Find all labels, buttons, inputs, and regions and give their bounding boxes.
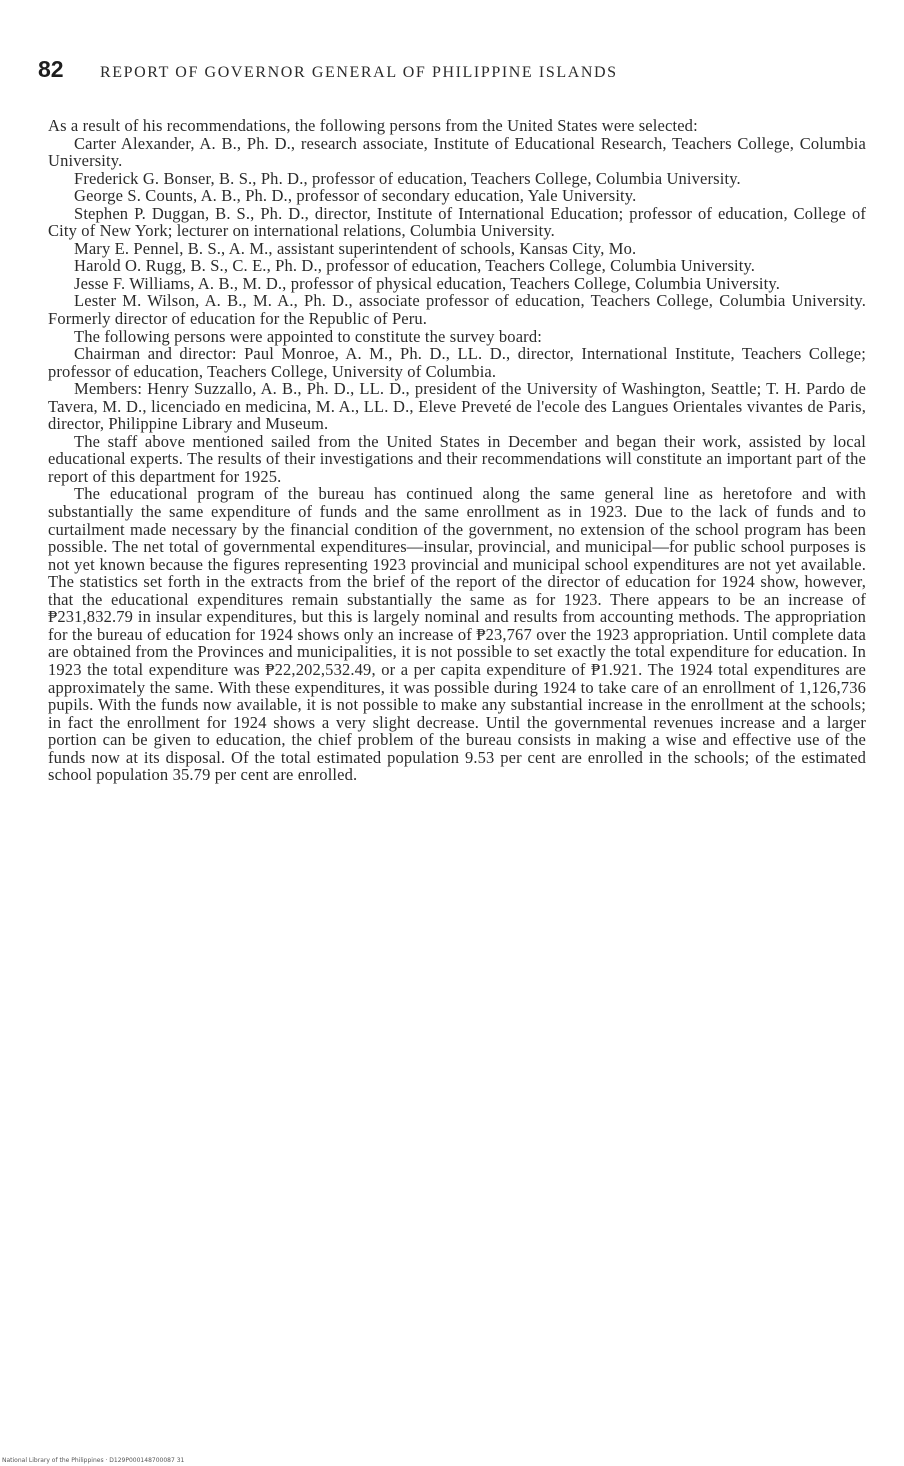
archive-stamp: National Library of the Philippines · D129P000148700087 31	[2, 1457, 185, 1464]
paragraph-duggan: Stephen P. Duggan, B. S., Ph. D., director, Institute of International Education; professor of education, College of City of New York; lecturer on international relations, Columbia University.	[48, 203, 866, 241]
paragraph-educational-program: The educational program of the bureau has continued along the same general line as heretofore and with substantially the same expenditure of funds and the same enrollment as in 1923. Due to the lack of funds and to curtailment made necessary by the financial condition of the government, no extension of the school program has been possible. The net total of governmental expenditures—insular, provincial, and municipal—for public school purposes is not yet known because the figures representing 1923 provincial and municipal school expenditures are not yet available. The statistics set forth in the extracts from the brief of the report of the director of education for 1924 show, however, that the educational expenditures remain substantially the same as for 1923. There appears to be an increase of ₱231,832.79 in insular expenditures, but this is largely nominal and results from accounting methods. The appropriation for the bureau of education for 1924 shows only an increase of ₱23,767 over the 1923 appropriation. Until complete data are obtained from the Provinces and municipalities, it is not possible to set exactly the total expenditure for education. In 1923 the total expenditure was ₱22,202,532.49, or a per capita expenditure of ₱1.921. The 1924 total expenditures are approximately the same. With these expenditures, it was possible during 1924 to take care of an enrollment of 1,126,736 pupils. With the funds now available, it is not possible to make any substantial increase in the enrollment at the schools; in fact the enrollment for 1924 shows a very slight decrease. Until the governmental revenues increase and a larger portion can be given to education, the chief problem of the bureau consists in making a wise and effective use of the funds now at its disposal. Of the total estimated population 9.53 per cent are enrolled in the schools; of the estimated school population 35.79 per cent are enrolled.	[48, 484, 866, 785]
paragraph-williams: Jesse F. Williams, A. B., M. D., professor of physical education, Teachers College, Columbia University.	[74, 273, 780, 293]
running-head: REPORT OF GOVERNOR GENERAL OF PHILIPPINE ISLANDS	[100, 64, 618, 81]
body-text	[48, 117, 866, 784]
paragraph-staff: The staff above mentioned sailed from the United States in December and began their work, assisted by local educational experts. The results of their investigations and their recommendations will constitute an important part of the report of this department for 1925.	[48, 431, 866, 486]
page-number: 82	[38, 56, 64, 82]
paragraph-alexander: Carter Alexander, A. B., Ph. D., research associate, Institute of Educational Research, Teachers College, Columbia University.	[48, 133, 866, 171]
page-header	[38, 56, 866, 83]
paragraph-rugg: Harold O. Rugg, B. S., C. E., Ph. D., professor of education, Teachers College, Columbia University.	[74, 256, 756, 276]
paragraph-members: Members: Henry Suzzallo, A. B., Ph. D., LL. D., president of the University of Washington, Seattle; T. H. Pardo de Tavera, M. D., licenciado en medicina, M. A., LL. D., Eleve Preveté de l'ecole des Langues Orientales vivantes de Paris, director, Philippine Library and Museum.	[48, 379, 866, 434]
paragraph-chairman: Chairman and director: Paul Monroe, A. M., Ph. D., LL. D., director, International Institute, Teachers College; professor of education, Teachers College, University of Columbia.	[48, 344, 866, 381]
paragraph-intro: As a result of his recommendations, the following persons from the United States were selected:	[48, 116, 698, 135]
paragraph-pennel: Mary E. Pennel, B. S., A. M., assistant superintendent of schools, Kansas City, Mo.	[74, 238, 637, 258]
paragraph-wilson: Lester M. Wilson, A. B., M. A., Ph. D., associate professor of education, Teachers College, Columbia University. Formerly director of education for the Republic of Peru.	[48, 291, 866, 329]
paragraph-counts: George S. Counts, A. B., Ph. D., professor of secondary education, Yale University.	[74, 186, 637, 206]
document-page	[38, 56, 866, 785]
paragraph-survey-board: The following persons were appointed to constitute the survey board:	[74, 326, 542, 346]
paragraph-bonser: Frederick G. Bonser, B. S., Ph. D., professor of education, Teachers College, Columbia University.	[74, 168, 741, 188]
